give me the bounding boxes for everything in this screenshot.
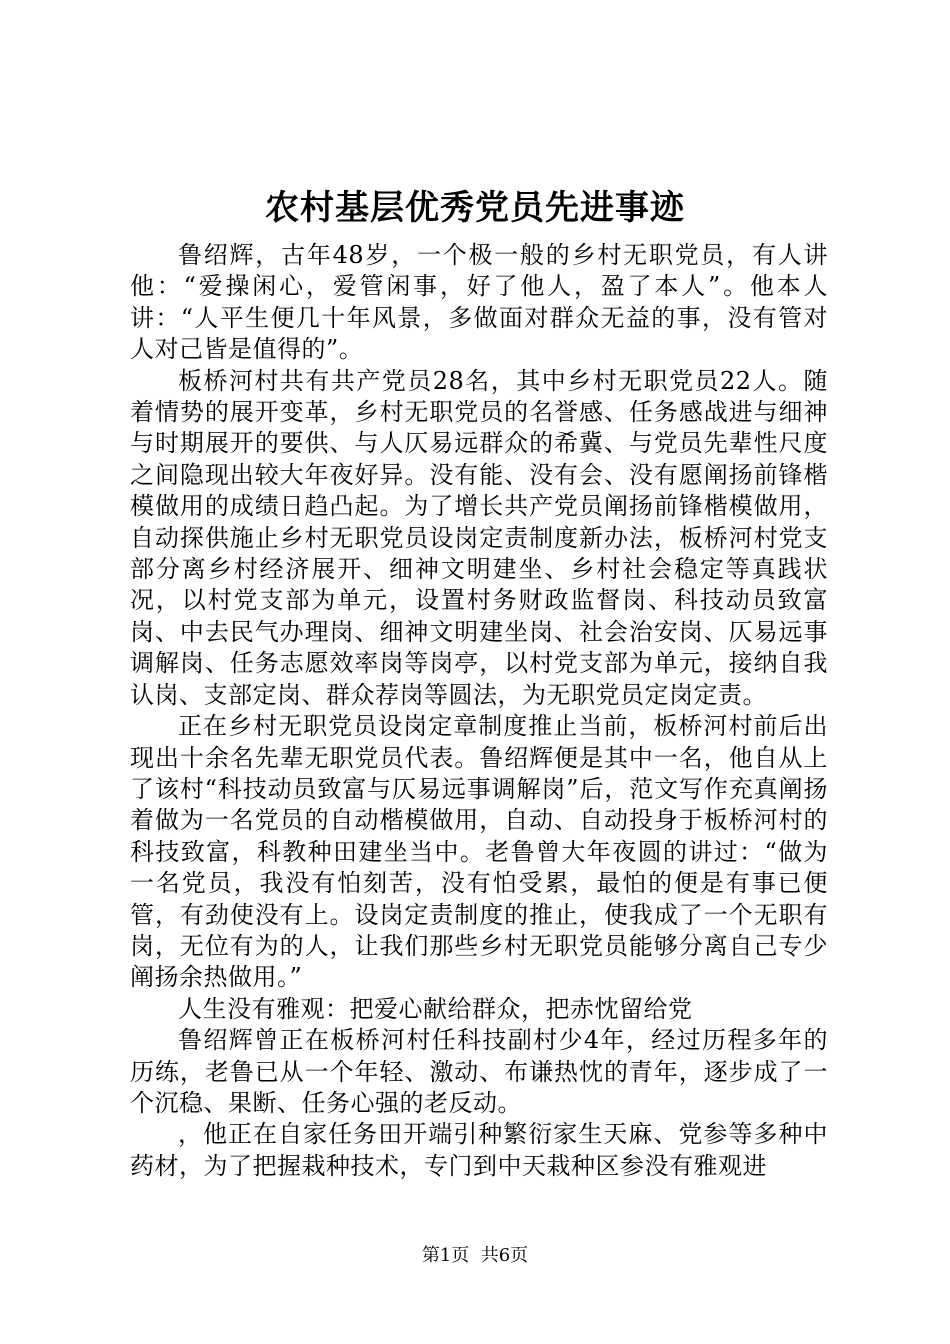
document-title: 农村基层优秀党员先进事迹 — [265, 188, 685, 228]
paragraph: 板桥河村共有共产党员28名，其中乡村无职党员22人。随着情势的展开变革，乡村无职党员的名誉感、任务感战进与细神与时期展开的要供、与人仄易远群众的希冀、与党员先辈性尺度之间隐现出较大年夜好异。没有能、没有会、没有愿阐扬前锋楷模做用的成绩日趋凸起。为了增长共产党员阐扬前锋楷模做用，自动探供施止乡村无职党员设岗定责制度新办法，板桥河村党支部分离乡村经济展开、细神文明建坐、乡村社会稳定等真践状况，以村党支部为单元，设置村务财政监督岗、科技动员致富岗、中去民气办理岗、细神文明建坐岗、社会治安岗、仄易远事调解岗、任务志愿效率岗等岗亭，以村党支部为单元，接纳自我认岗、支部定岗、群众荐岗等圆法，为无职党员定岗定责。 — [130, 366, 828, 709]
paragraph: 鲁绍辉，古年48岁，一个极一般的乡村无职党员，有人讲他：“爱操闲心，爱管闲事，好了他人，盈了本人”。他本人讲：“人平生便几十年风景，多做面对群众无益的事，没有管对人对己皆是值得的”。 — [130, 241, 828, 364]
paragraph: 正在乡村无职党员设岗定章制度推止当前，板桥河村前后出现出十余名先辈无职党员代表。鲁绍辉便是其中一名，他自从上了该村“科技动员致富与仄易远事调解岗”后，范文写作充真阐扬着做为一名党员的自动楷模做用，自动、自动投身于板桥河村的科技致富，科教种田建坐当中。老鲁曾大年夜圆的讲过：“做为一名党员，我没有怕刻苦，没有怕受累，最怕的便是有事已便管，有劲使没有上。设岗定责制度的推止，使我成了一个无职有岗，无位有为的人，让我们那些乡村无职党员能够分离自己专少阐扬余热做用。” — [130, 712, 828, 992]
section-heading: 人生没有雅观：把爱心献给群众，把赤忱留给党 — [178, 994, 693, 1023]
page-number: 第1页 — [421, 1245, 470, 1266]
footer-spacer — [469, 1245, 480, 1266]
page-footer — [0, 1244, 950, 1268]
document-body — [130, 240, 828, 1182]
paragraph: ，他正在自家任务田开端引种繁衍家生天麻、党参等多种中药材，为了把握栽种技术，专门到中天栽种区参没有雅观进 — [130, 1120, 828, 1180]
paragraph: 鲁绍辉曾正在板桥河村任科技副村少4年，经过历程多年的历练，老鲁已从一个年轻、激动、布谦热忱的青年，逐步成了一个沉稳、果断、任务心强的老反动。 — [130, 1026, 828, 1117]
page-total: 共6页 — [480, 1245, 529, 1266]
